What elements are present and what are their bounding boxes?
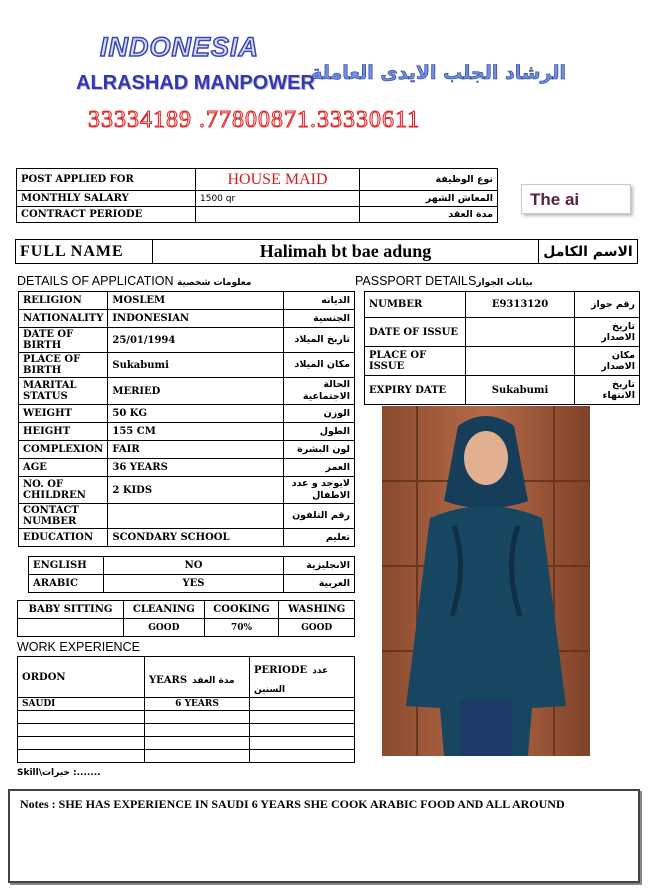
passport-label: DATE OF ISSUE [365, 318, 466, 347]
skill-value: GOOD [279, 619, 355, 637]
skill-header: WASHING [279, 601, 355, 619]
skill-header: CLEANING [123, 601, 204, 619]
work-row [18, 724, 355, 737]
details-value: FAIR [108, 441, 284, 459]
skill-value [18, 619, 124, 637]
details-ar: العمر [284, 459, 355, 477]
details-label: CONTACT NUMBER [19, 504, 108, 529]
work-title: WORK EXPERIENCE [17, 640, 140, 654]
details-row [19, 441, 355, 459]
salary-ar: المعاش الشهر [360, 191, 498, 207]
details-title-en: DETAILS OF APPLICATION [17, 274, 174, 288]
details-table [18, 291, 355, 547]
language-ar: الانجليزية [284, 557, 355, 575]
work-period [250, 724, 355, 737]
position-label: POST APPLIED FOR [17, 169, 196, 191]
work-row [18, 711, 355, 724]
skill-line: Skill\خبرات :....... [17, 768, 101, 778]
passport-value: Sukabumi [466, 376, 575, 405]
details-label: PLACE OF BIRTH [19, 353, 108, 378]
details-value [108, 504, 284, 529]
details-row [19, 529, 355, 547]
details-row [19, 292, 355, 310]
passport-value: E9313120 [466, 292, 575, 318]
work-row [18, 698, 355, 711]
language-row [29, 557, 355, 575]
details-ar: لون البشرة [284, 441, 355, 459]
details-row [19, 310, 355, 328]
details-value: SCONDARY SCHOOL [108, 529, 284, 547]
position-ar: نوع الوظيفة [360, 169, 498, 191]
work-row [18, 737, 355, 750]
details-value: MERIED [108, 378, 284, 405]
work-country [18, 724, 145, 737]
language-row [29, 575, 355, 593]
details-ar: الديانه [284, 292, 355, 310]
work-table [17, 656, 355, 763]
work-col-years-ar: مدة العقد [192, 675, 235, 686]
passport-row [365, 376, 640, 405]
details-label: DATE OF BIRTH [19, 328, 108, 353]
details-value: 25/01/1994 [108, 328, 284, 353]
work-col-country: ORDON [18, 657, 145, 698]
details-ar: لايوجد و عدد الاطفال [284, 477, 355, 504]
salary-value: 1500 qr [196, 191, 360, 207]
work-period [250, 737, 355, 750]
passport-ar: تاريخ الاصدار [575, 318, 640, 347]
header-company-ar: الرشاد الجلب الايدى العاملة [311, 62, 566, 84]
details-value: MOSLEM [108, 292, 284, 310]
details-row [19, 405, 355, 423]
fullname-label: FULL NAME [16, 240, 153, 264]
header-country: INDONESIA [100, 32, 260, 62]
details-row [19, 378, 355, 405]
work-period [250, 711, 355, 724]
language-label: ARABIC [29, 575, 104, 593]
details-label: HEIGHT [19, 423, 108, 441]
passport-ar: رقم جواز [575, 292, 640, 318]
passport-ar: مكان الاصدار [575, 347, 640, 376]
job-table [16, 168, 498, 223]
work-years [145, 737, 250, 750]
work-years [145, 711, 250, 724]
details-row [19, 477, 355, 504]
header-company-en: ALRASHAD MANPOWER [76, 72, 315, 94]
details-label: RELIGION [19, 292, 108, 310]
details-label: MARITAL STATUS [19, 378, 108, 405]
details-title-ar: معلومات شخصية [177, 278, 252, 288]
details-ar: الطول [284, 423, 355, 441]
details-row [19, 328, 355, 353]
work-col-years-en: YEARS [149, 674, 188, 686]
details-ar: رقم التلفون [284, 504, 355, 529]
details-value: 50 KG [108, 405, 284, 423]
work-country: SAUDI [18, 698, 145, 711]
details-ar: مكان الميلاد [284, 353, 355, 378]
details-row [19, 423, 355, 441]
salary-label: MONTHLY SALARY [17, 191, 196, 207]
details-label: EDUCATION [19, 529, 108, 547]
details-label: COMPLEXION [19, 441, 108, 459]
applicant-photo [382, 406, 590, 756]
notes-text: Notes : SHE HAS EXPERIENCE IN SAUDI 6 YEARS SHE COOK ARABIC FOOD AND ALL AROUND [20, 797, 565, 811]
passport-title-en: PASSPORT DETAILS [355, 274, 477, 288]
work-col-years [145, 657, 250, 698]
languages-table [28, 556, 355, 593]
details-label: NATIONALITY [19, 310, 108, 328]
skill-value: GOOD [123, 619, 204, 637]
details-row [19, 353, 355, 378]
passport-label: NUMBER [365, 292, 466, 318]
passport-value [466, 318, 575, 347]
notes-box [8, 789, 640, 883]
passport-ar: تاريخ الانتهاء [575, 376, 640, 405]
details-label: NO. OF CHILDREN [19, 477, 108, 504]
passport-title-ar: بيانات الجواز [476, 278, 533, 288]
details-ar: تاريخ الميلاد [284, 328, 355, 353]
details-title [17, 274, 251, 288]
skill-value: 70% [204, 619, 279, 637]
passport-title [355, 274, 533, 288]
work-col-period-en: PERIODE [254, 665, 308, 676]
details-label: WEIGHT [19, 405, 108, 423]
language-label: ENGLISH [29, 557, 104, 575]
details-value: INDONESIAN [108, 310, 284, 328]
details-row [19, 504, 355, 529]
passport-value [466, 347, 575, 376]
work-col-period-ar: عدد السنين [254, 666, 329, 695]
name-table [15, 239, 638, 264]
passport-table [364, 291, 640, 405]
skill-header: BABY SITTING [18, 601, 124, 619]
language-ar: العربية [284, 575, 355, 593]
details-value: 155 CM [108, 423, 284, 441]
work-country [18, 711, 145, 724]
contract-label: CONTRACT PERIODE [17, 207, 196, 223]
work-years: 6 YEARS [145, 698, 250, 711]
details-ar: الحالة الاجتماعية [284, 378, 355, 405]
skill-header: COOKING [204, 601, 279, 619]
details-value: 2 KIDS [108, 477, 284, 504]
contract-ar: مدة العقد [360, 207, 498, 223]
passport-row [365, 318, 640, 347]
work-period [250, 750, 355, 763]
details-ar: الوزن [284, 405, 355, 423]
work-row [18, 750, 355, 763]
details-value: 36 YEARS [108, 459, 284, 477]
header-phones: 33334189 .77800871.33330611 [88, 107, 421, 133]
work-col-period [250, 657, 355, 698]
position-value: HOUSE MAID [196, 169, 360, 191]
fullname-value: Halimah bt bae adung [153, 240, 539, 264]
work-years [145, 724, 250, 737]
language-value: YES [104, 575, 284, 593]
details-row [19, 459, 355, 477]
details-value: Sukabumi [108, 353, 284, 378]
contract-value [196, 207, 360, 223]
skills-table [17, 600, 355, 637]
work-period [250, 698, 355, 711]
passport-label: PLACE OF ISSUE [365, 347, 466, 376]
details-ar: تعليم [284, 529, 355, 547]
passport-label: EXPIRY DATE [365, 376, 466, 405]
passport-row [365, 292, 640, 318]
details-ar: الجنسية [284, 310, 355, 328]
language-value: NO [104, 557, 284, 575]
badge-box: The ai [521, 184, 631, 214]
fullname-ar: الاسم الكامل [539, 240, 638, 264]
work-country [18, 750, 145, 763]
passport-row [365, 347, 640, 376]
work-country [18, 737, 145, 750]
details-label: AGE [19, 459, 108, 477]
applicant-photo-svg [382, 406, 590, 756]
work-years [145, 750, 250, 763]
